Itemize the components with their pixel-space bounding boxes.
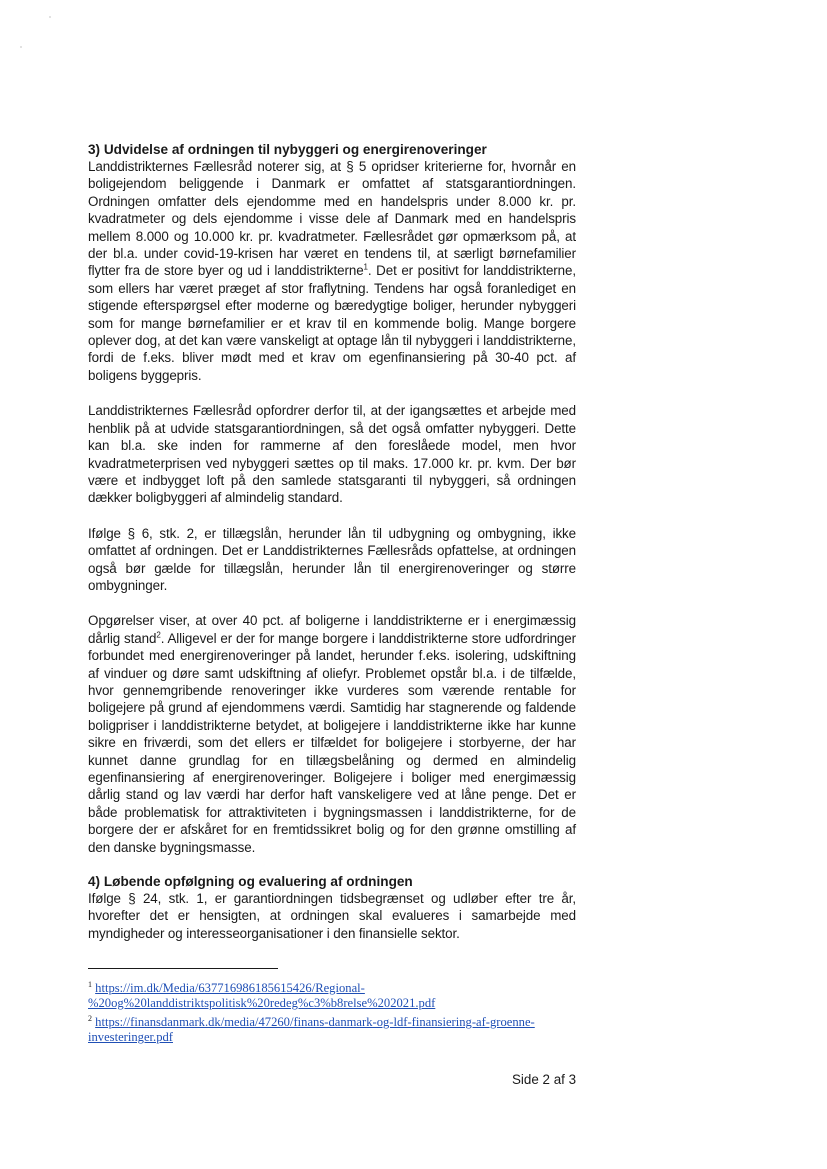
section-4-heading: 4) Løbende opfølgning og evaluering af ordningen [88, 874, 413, 890]
paragraph-text: Landdistrikternes Fællesråd noterer sig, at § 5 opridser kriterierne for, hvornår en boligejendom beliggende i Danmark er omfattet af statsgarantiordningen. Ordningen omfatter dels ejendomme med en handelspris under 8.000 kr. pr. kvadratmeter og dels ejendomme i visse dele af Danmark med en handelspris mellem 8.000 og 10.000 kr. pr. kvadratmeter. Fællesrådet gør opmærksom på, at der bl.a. under covid-19-krisen har været en tendens til, at særligt børnefamilier flytter fra de store byer og ud i landdistrikterne [88, 159, 576, 279]
scan-speck [49, 16, 51, 18]
scan-speck [20, 46, 22, 48]
page-number: Side 2 af 3 [512, 1072, 577, 1087]
section-4-paragraph-1: Ifølge § 24, stk. 1, er garantiordningen tidsbegrænset og udløber efter tre år, hvorefter det er hensigten, at ordningen skal evalueres i samarbejde med myndigheder og interesseorganisationer i den finansielle sektor. [88, 891, 576, 941]
footnote-separator [88, 968, 278, 969]
section-3-paragraph-1 [88, 158, 576, 384]
paragraph-text: . Alligevel er der for mange borgere i landdistrikterne store udfordringer forbundet med energirenoveringer på landet, herunder f.eks. isolering, udskiftning af vinduer og døre samt udskiftning af oliefyr. Problemet opstår bl.a. i de tilfælde, hvor gennemgribende renoveringer ikke vurderes som værende rentable for boligejere på grund af ejendommens værdi. Samtidig har stagnerende og faldende boligpriser i landdistrikterne betydet, at boligejere i landdistrikterne ikke har kunne sikre en friværdi, som det ellers er tilfældet for boligejere i storbyerne, der har kunnet danne grundlag for en tillægsbelåning og dermed en almindelig egenfinansiering af energirenoveringer. Boligejere i boliger med energimæssig dårlig stand og lav værdi har derfor haft vanskeligere ved at låne penge. Det er både problematisk for attraktiviteten i bygningsmassen i landdistrikterne, for de borgere der er afskåret for en fremtidssikret bolig og for den grønne omstilling af den danske bygningsmasse. [88, 630, 576, 855]
paragraph-text: Opgørelser viser, at over 40 pct. af boligerne i landdistrikterne er i energimæssig dårlig stand [88, 613, 576, 646]
footnote-link[interactable]: https://finansdanmark.dk/media/47260/finans-danmark-og-ldf-finansiering-af-groenne- investeringer.pdf [88, 1015, 535, 1045]
section-3-heading: 3) Udvidelse af ordningen til nybyggeri og energirenoveringer [88, 142, 487, 157]
footnote-number: 1 [88, 980, 92, 989]
section-3-paragraph-4 [88, 612, 576, 856]
section-4 [88, 874, 576, 942]
footnotes [88, 977, 588, 1045]
footnote-number: 2 [88, 1014, 92, 1024]
paragraph-text: . Det er positivt for landdistrikterne, som ellers har været præget af stor fraflytning. Tendens har også foranlediget en stigende efterspørgsel efter moderne og bæredygtige boliger, herunder nybyggeri som for mange børnefamilier er et krav til en kommende bolig. Mange borgere oplever dog, at det kan være vanskeligt at optage lån til nybyggeri i landdistrikterne, fordi de f.eks. bliver mødt med et krav om egenfinansiering på 30-40 pct. af boligens byggepris. [88, 263, 576, 383]
footnote-link[interactable]: https://im.dk/Media/637716986185615426/Regional- %20og%20landdistriktspolitisk%20redeg%c3%b8relse%202021.pdf [88, 981, 436, 1011]
section-3-paragraph-3: Ifølge § 6, stk. 2, er tillægslån, herunder lån til udbygning og ombygning, ikke omfattet af ordningen. Det er Landdistrikternes Fællesråds opfattelse, at ordningen også bør gælde for tillægslån, herunder lån til energirenoveringer og større ombygninger. [88, 525, 576, 593]
section-3 [88, 142, 576, 856]
footnote-2 [88, 1011, 588, 1045]
section-3-paragraph-2: Landdistrikternes Fællesråd opfordrer derfor til, at der igangsættes et arbejde med henblik på at udvide statsgarantiordningen, så det også omfatter nybyggeri. Dette kan bl.a. ske inden for rammerne af den foreslåede model, men hvor kvadratmeterprisen ved nybyggeri sættes op til maks. 17.000 kr. pr. kvm. Der bør være et indbygget loft på den samlede statsgaranti til nybyggeri, så ordningen dækker boligbyggeri af almindelig standard. [88, 403, 576, 506]
footnote-ref-1[interactable]: 1 [363, 262, 368, 272]
footnote-1 [88, 977, 588, 1011]
document-body [88, 142, 576, 960]
footnote-ref-2[interactable]: 2 [156, 630, 161, 640]
